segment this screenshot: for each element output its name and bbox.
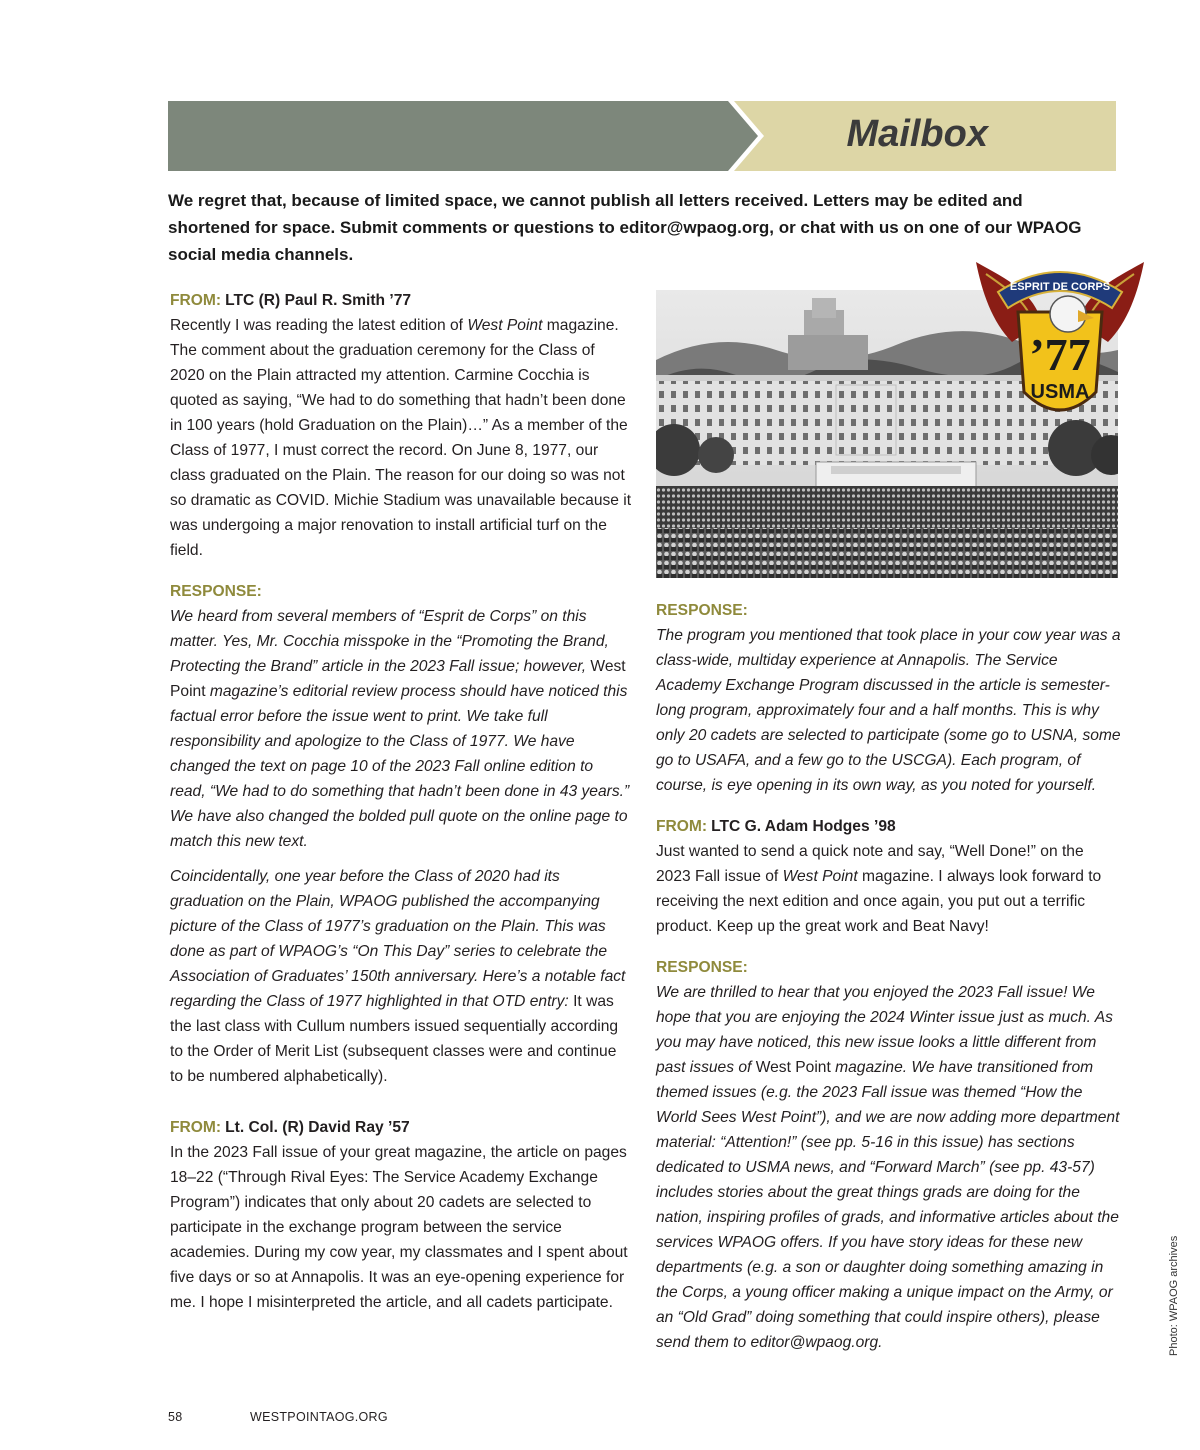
magazine-name: West Point (782, 868, 858, 885)
letter1-heading (170, 288, 632, 313)
letter2-body: In the 2023 Fall issue of your great magazine, the article on pages 18–22 (“Through Rival Eyes: The Service Academy Exchange Program”) indicates that only about 20 cadets are selected to participate in the exchange program between the service academies. During my cow year, my classmates and I spent about five days or so at Annapolis. It was an eye-opening experience for me. I hope I misinterpreted the article, and all cadets participate. (170, 1144, 628, 1311)
letter1-body-text-cont: magazine. The comment about the graduation ceremony for the Class of 2020 on the Plain attracted my attention. Carmine Cocchia is quoted as saying, “We had to do something that hadn’t been done in 100 years (hold Graduation on the Plain)…” As a member of the Class of 1977, I must correct the record. On June 8, 1977, our class graduated on the Plain. The reason for our doing so was not so dramatic as COVID. Michie Stadium was unavailable because it was undergoing a major renovation to install artificial turf on the field. (170, 317, 632, 559)
emblem-school: USMA (1030, 381, 1090, 403)
letter2-response: The program you mentioned that took place in your cow year was a class-wide, multiday experience at Annapolis. The Service Academy Exchange Program discussed in the article is semester-long program, approximately four and a half months. This is why only 20 cadets are selected to participate (some go to USNA, some go to USAFA, and a few go to the USCGA). Each program, of course, is eye opening in its own way, as you noted for yourself. (656, 627, 1121, 794)
photo-credit: Photo: WPAOG archives (1168, 1235, 1180, 1356)
response-label: RESPONSE: (656, 959, 748, 976)
letter1-author: LTC (R) Paul R. Smith ’77 (225, 292, 412, 309)
response-label: RESPONSE: (656, 602, 748, 619)
letter1-body (170, 313, 632, 563)
footer-site-link[interactable]: WESTPOINTAOG.ORG (250, 1410, 388, 1424)
letter2-author: Lt. Col. (R) David Ray ’57 (225, 1119, 410, 1136)
letter3-body (656, 839, 1122, 939)
response-text-cont: magazine. We have transitioned from themed issues (e.g. the 2023 Fall issue was themed “How the World Sees West Point”), and we are now adding more department material: “Attention!” (see pp. 5-16 in this issue) has sections dedicated to USMA news, and “Forward March” (see pp. 43-57) includes stories about the great things grads are doing for the nation, inspiring profiles of grads, and informative articles about the services WPAOG offers. If you have story ideas for these new departments (e.g. a son or daughter doing something amazing in the Corps, a young officer making a unique impact on the Army, or an “Old Grad” doing something that could inspire others), please send them to editor@wpaog.org. (656, 1059, 1120, 1351)
esprit-de-corps-emblem (972, 252, 1148, 430)
intro-note: We regret that, because of limited space, we cannot publish all letters received. Letters may be edited and shortened for space. Submit comments or questions to editor@wpaog.org, or chat with us on one of our WPAOG social media channels. (168, 191, 1082, 264)
magazine-name: West Point (467, 317, 543, 334)
from-label: FROM: (170, 292, 222, 309)
response-label: RESPONSE: (170, 583, 262, 600)
emblem-banner-text: ESPRIT DE CORPS (1009, 281, 1111, 293)
letter3-heading (656, 814, 1122, 839)
magazine-name: West Point (751, 1059, 831, 1076)
left-column (170, 288, 632, 1315)
response-text: We heard from several members of “Esprit de Corps” on this matter. Yes, Mr. Cocchia misspoke in the “Promoting the Brand, Protecting the Brand” article in the 2023 Fall issue; however, (170, 608, 609, 675)
from-label: FROM: (656, 818, 708, 835)
letter3-author: LTC G. Adam Hodges ’98 (711, 818, 896, 835)
letter1-response (170, 604, 632, 854)
response-text: We are thrilled to hear that you enjoyed the 2023 Fall issue! We hope that you are enjoying the 2024 Winter issue just as much. As you may have noticed, this new issue looks a little different from past issues of (656, 984, 1113, 1076)
letter1-response-2 (170, 864, 632, 1089)
section-banner (168, 101, 1116, 171)
eagle-crest-icon (972, 252, 1148, 430)
right-column (656, 598, 1122, 1355)
response-fact: It was the last class with Cullum numbers issued sequentially according to the Order of Merit List (subsequent classes were and continue to be numbered alphabetically). (170, 993, 619, 1085)
page-number: 58 (168, 1410, 183, 1424)
page-title: Mailbox (846, 113, 988, 155)
magazine-name: West Point (170, 658, 626, 700)
response-text-cont: magazine’s editorial review process should have noticed this factual error before the issue went to print. We take full responsibility and apologize to the Class of 1977. We have changed the text on page 10 of the 2023 Fall online edition to read, “We had to do something that hadn’t been done in 43 years.” We have also changed the bolded pull quote on the online page to match this new text. (170, 683, 630, 850)
letter3-body-text-cont: magazine. I always look forward to receiving the next edition and once again, you put out a terrific product. Keep up the great work and Beat Navy! (656, 868, 1102, 935)
photo-credit-box (1168, 1235, 1184, 1356)
letter3-response (656, 980, 1122, 1355)
from-label: FROM: (170, 1119, 222, 1136)
letter1-body-text: Recently I was reading the latest edition of (170, 317, 468, 334)
response-text: Coincidentally, one year before the Class of 2020 had its graduation on the Plain, WPAOG published the accompanying picture of the Class of 1977’s graduation on the Plain. This was done as part of WPAOG’s “On This Day” series to celebrate the Association of Graduates’ 150th anniversary. Here’s a notable fact regarding the Class of 1977 highlighted in that OTD entry: (170, 868, 626, 1010)
letter3-body-text: Just wanted to send a quick note and say, “Well Done!” on the 2023 Fall issue of (656, 843, 1084, 885)
letter2-heading (170, 1115, 632, 1140)
emblem-year: ’77 (1029, 329, 1091, 380)
